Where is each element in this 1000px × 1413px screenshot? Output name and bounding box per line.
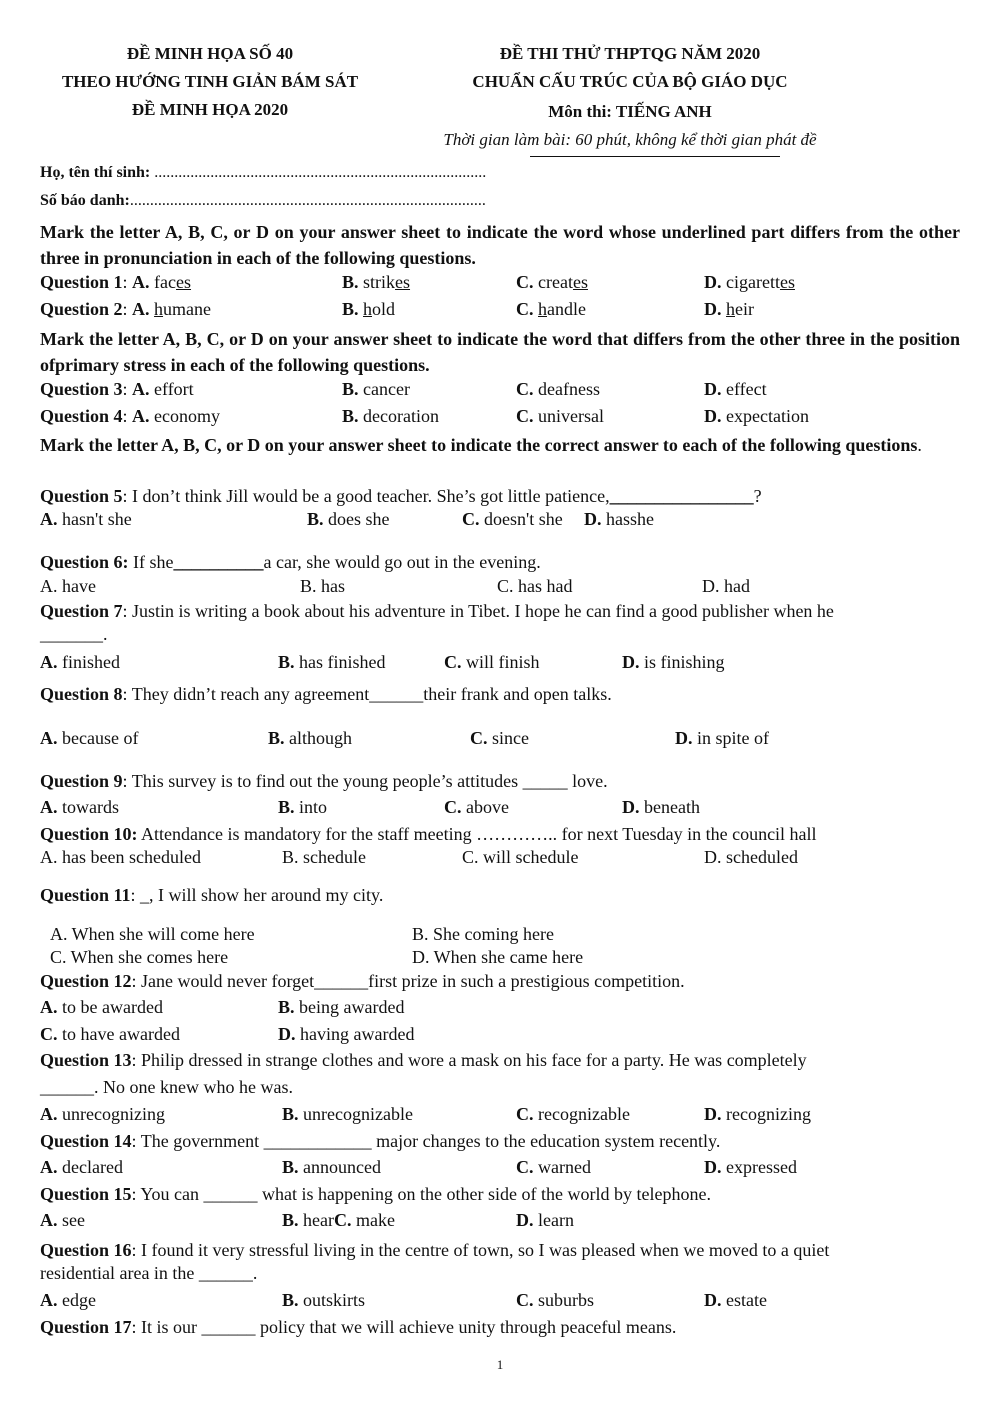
q7-option-b: B. has finished — [278, 652, 386, 672]
instruction-stress: Mark the letter A, B, C, or D on your answer sheet to indicate the word that differs from the other three in the position ofprimary stress in each of the following questions. — [40, 329, 960, 375]
question-5-label: Question 5 — [40, 486, 123, 506]
q14-option-c: C. warned — [516, 1157, 591, 1177]
question-13: Question 13: Philip dressed in strange clothes and wore a mask on his face for a party. He was completely — [40, 1050, 807, 1070]
question-14: Question 14: The government ____________ major changes to the education system recently. — [40, 1131, 721, 1151]
instruction-correct: Mark the letter A, B, C, or D on your answer sheet to indicate the correct answer to each of the following questions. — [40, 435, 922, 455]
q1-a-pre: fac — [154, 272, 177, 292]
answer-blank: ______ — [203, 1184, 258, 1204]
q6-option-c: C. has had — [497, 576, 573, 596]
q8-option-c: C. since — [470, 728, 529, 748]
header-left-line3: ĐỀ MINH HỌA 2020 — [131, 100, 289, 119]
q4-option-d: D. expectation — [704, 406, 809, 426]
question-5: Question 5: I don’t think Jill would be a good teacher. She’s got little patience,________________? — [40, 486, 762, 506]
student-id-label: Số báo danh: — [40, 192, 130, 209]
header-right-line1: ĐỀ THI THỬ THPTQG NĂM 2020 — [499, 44, 761, 63]
q9-option-d: D. beneath — [622, 797, 700, 817]
answer-blank: __________ — [173, 552, 264, 572]
q1-c-underlined: es — [572, 272, 588, 292]
question-8: Question 8: They didn’t reach any agreement______their frank and open talks. — [40, 684, 612, 704]
question-17-label: Question 17 — [40, 1317, 132, 1337]
student-name-dots: ................................................................................... — [154, 164, 487, 181]
q10-option-a: A. has been scheduled — [40, 847, 201, 867]
answer-blank: ____________ — [263, 1131, 372, 1151]
q13-option-a: A. unrecognizing — [40, 1104, 165, 1124]
q5-option-a: A. hasn't she — [40, 509, 132, 529]
answer-blank: ______ — [369, 684, 424, 704]
q5-option-d: D. hasshe — [584, 509, 654, 529]
q11-option-b: B. She coming here — [412, 924, 554, 944]
q16-option-d: D. estate — [704, 1290, 767, 1310]
q13-option-c: C. recognizable — [516, 1104, 630, 1124]
question-3: Question 3: A. effort — [40, 379, 194, 399]
q12-option-d: D. having awarded — [278, 1024, 415, 1044]
q2-c-underlined: h — [538, 299, 547, 319]
q16-option-c: C. suburbs — [516, 1290, 595, 1310]
question-1: Question 1: A. faces — [40, 272, 192, 292]
q2-option-d: D. heir — [704, 299, 754, 319]
q6-option-b: B. has — [300, 576, 345, 596]
q3-option-b: B. cancer — [342, 379, 410, 399]
q1-a-underlined: es — [176, 272, 192, 292]
q1-b-underlined: es — [395, 272, 411, 292]
q4-option-c: C. universal — [516, 406, 604, 426]
q11-option-a: A. When she will come here — [50, 924, 255, 944]
q5-option-b: B. does she — [307, 509, 390, 529]
question-4-label: Question 4 — [40, 406, 123, 426]
q16-line2: residential area in the ______. — [40, 1263, 258, 1283]
q15-option-a: A. see — [40, 1210, 85, 1230]
q10-option-d: D. scheduled — [704, 847, 798, 867]
answer-blank: ______ — [201, 1317, 256, 1337]
q6-option-a: A. have — [40, 576, 96, 596]
question-7: Question 7: Justin is writing a book about his adventure in Tibet. I hope he can find a good publisher when he — [40, 601, 834, 621]
question-17: Question 17: It is our ______ policy that we will achieve unity through peaceful means. — [40, 1317, 677, 1337]
question-11-label: Question 11 — [40, 885, 131, 905]
question-6-label: Question 6: — [40, 552, 129, 572]
q1-d-underlined: es — [779, 272, 795, 292]
q6-option-d: D. had — [702, 576, 750, 596]
q16-option-a: A. edge — [40, 1290, 96, 1310]
question-2-label: Question 2 — [40, 299, 123, 319]
q2-b-underlined: h — [363, 299, 373, 319]
q15-option-d: D. learn — [516, 1210, 574, 1230]
exam-time: Thời gian làm bài: 60 phút, không kể thời gian phát đề — [443, 130, 817, 149]
question-16: Question 16: I found it very stressful living in the centre of town, so I was pleased when we moved to a quiet — [40, 1240, 830, 1260]
q15-option-b: B. hearC. make — [282, 1210, 395, 1230]
q10-option-b: B. schedule — [282, 847, 366, 867]
question-10-label: Question 10: — [40, 824, 138, 844]
question-12-label: Question 12 — [40, 971, 132, 991]
header-right-line3: Môn thi: TIẾNG ANH — [548, 102, 712, 121]
q3-option-d: D. effect — [704, 379, 767, 399]
header-left-line2: THEO HƯỚNG TINH GIẢN BÁM SÁT — [61, 72, 359, 91]
question-2: Question 2: A. humane — [40, 299, 212, 319]
q7-blank: _______. — [40, 624, 108, 644]
question-6: Question 6: If she__________a car, she would go out in the evening. — [40, 552, 541, 572]
q8-option-b: B. although — [268, 728, 353, 748]
question-15: Question 15: You can ______ what is happening on the other side of the world by telephone. — [40, 1184, 711, 1204]
q9-option-a: A. towards — [40, 797, 119, 817]
question-7-label: Question 7 — [40, 601, 123, 621]
question-1-label: Question 1 — [40, 272, 123, 292]
q14-option-d: D. expressed — [704, 1157, 797, 1177]
q13-option-d: D. recognizing — [704, 1104, 811, 1124]
q12-option-a: A. to be awarded — [40, 997, 163, 1017]
question-15-label: Question 15 — [40, 1184, 132, 1204]
q1-option-d: D. cigarettes — [704, 272, 795, 292]
q8-option-d: D. in spite of — [675, 728, 769, 748]
header-divider — [530, 156, 780, 157]
question-14-label: Question 14 — [40, 1131, 132, 1151]
student-id-dots: ......................................................................................... — [129, 192, 486, 209]
q9-option-b: B. into — [278, 797, 328, 817]
question-8-label: Question 8 — [40, 684, 123, 704]
question-13-label: Question 13 — [40, 1050, 132, 1070]
q7-option-c: C. will finish — [444, 652, 540, 672]
q11-option-c: C. When she comes here — [50, 947, 229, 967]
q10-option-c: C. will schedule — [462, 847, 579, 867]
q4-option-b: B. decoration — [342, 406, 439, 426]
question-11: Question 11: _, I will show her around my city. — [40, 885, 384, 905]
q2-d-underlined: h — [726, 299, 735, 319]
q2-option-c: C. handle — [516, 299, 586, 319]
q1-option-c: C. creates — [516, 272, 588, 292]
q2-a-underlined: h — [154, 299, 164, 319]
q13-line2: ______. No one knew who he was. — [40, 1077, 293, 1097]
instruction-pronunciation: Mark the letter A, B, C, or D on your answer sheet to indicate the word whose underlined part differs from the other three in pronunciation in each of the following questions. — [40, 222, 960, 268]
q16-option-b: B. outskirts — [282, 1290, 366, 1310]
q7-option-d: D. is finishing — [622, 652, 725, 672]
q3-option-c: C. deafness — [516, 379, 600, 399]
question-4: Question 4: A. economy — [40, 406, 221, 426]
q14-option-b: B. announced — [282, 1157, 381, 1177]
q9-option-c: C. above — [444, 797, 509, 817]
question-12: Question 12: Jane would never forget______first prize in such a prestigious competition. — [40, 971, 685, 991]
question-9: Question 9: This survey is to find out the young people’s attitudes _____ love. — [40, 771, 608, 791]
q14-option-a: A. declared — [40, 1157, 123, 1177]
q8-option-a: A. because of — [40, 728, 139, 748]
question-16-label: Question 16 — [40, 1240, 132, 1260]
student-name-label: Họ, tên thí sinh: — [40, 164, 151, 181]
q1-option-b: B. strikes — [342, 272, 411, 292]
q12-option-c: C. to have awarded — [40, 1024, 180, 1044]
q12-option-b: B. being awarded — [278, 997, 405, 1017]
question-3-label: Question 3 — [40, 379, 123, 399]
option-letter: A. — [132, 272, 150, 292]
question-10: Question 10: Attendance is mandatory for the staff meeting ………….. for next Tuesday in the council hall — [40, 824, 817, 844]
q5-option-c: C. doesn't she — [462, 509, 563, 529]
q7-option-a: A. finished — [40, 652, 120, 672]
q2-option-b: B. hold — [342, 299, 396, 319]
header-right-line2: CHUẨN CẤU TRÚC CỦA BỘ GIÁO DỤC — [472, 72, 788, 91]
answer-blank: ______ — [314, 971, 369, 991]
question-9-label: Question 9 — [40, 771, 123, 791]
q11-option-d: D. When she came here — [412, 947, 584, 967]
q13-option-b: B. unrecognizable — [282, 1104, 413, 1124]
header-left-line1: ĐỀ MINH HỌA SỐ 40 — [126, 44, 294, 63]
student-id-line — [40, 192, 486, 210]
page-number: 1 — [496, 1357, 504, 1372]
answer-blank: ________________ — [609, 486, 754, 506]
student-name-line — [40, 164, 486, 182]
